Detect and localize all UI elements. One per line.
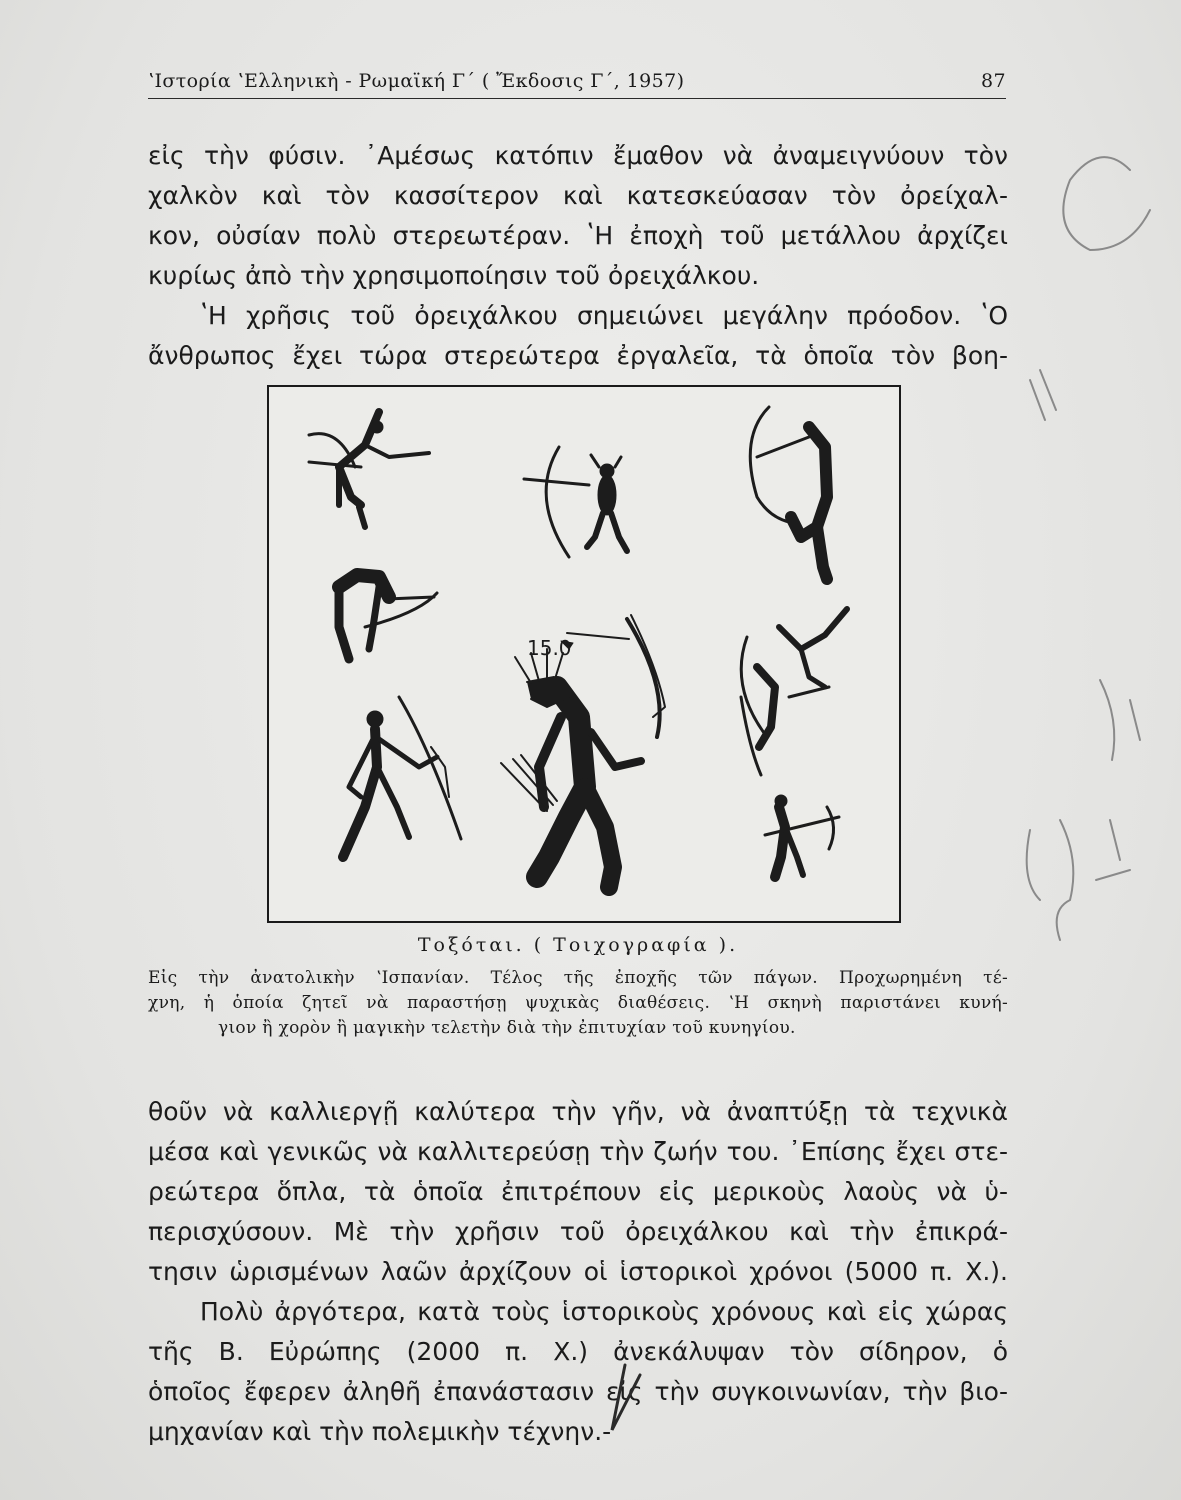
- text-line: κυρίως ἀπὸ τὴν χρησιμοποίησιν τοῦ ὀρειχάλκου.: [148, 261, 760, 290]
- text-line: ὁποῖος ἔφερεν ἀληθῆ ἐπανάστασιν εἰς τὴν συγκοινωνίαν, τὴν βιο-: [148, 1377, 1008, 1406]
- pencil-scribble-mark: [1030, 370, 1056, 420]
- pencil-scribble-mark: [1100, 680, 1140, 760]
- text-line: θοῦν νὰ καλλιεργῇ καλύτερα τὴν γῆν, νὰ ἀναπτύξῃ τὰ τεχνικὰ: [148, 1097, 1008, 1126]
- text-line: εἰς τὴν φύσιν. ᾿Αμέσως κατόπιν ἔμαθον νὰ ἀναμειγνύουν τὸν: [148, 141, 1008, 170]
- text-line: κον, οὐσίαν πολὺ στερεωτέραν. ʽΗ ἐποχὴ τοῦ μετάλλου ἀρχίζει: [148, 221, 1008, 250]
- text-line: μηχανίαν καὶ τὴν πολεμικὴν τέχνην.-: [148, 1417, 612, 1446]
- text-line: χαλκὸν καὶ τὸν κασσίτερον καὶ κατεσκεύασαν τὸν ὀρείχαλ-: [148, 181, 1008, 210]
- text-line: τησιν ὡρισμένων λαῶν ἀρχίζουν οἱ ἱστορικοὶ χρόνοι (5000 π. Χ.).: [148, 1257, 1008, 1286]
- ink-check-mark: [612, 1365, 640, 1430]
- caption-line: χνη, ἡ ὁποία ζητεῖ νὰ παραστήσῃ ψυχικὰς διαθέσεις. ʽΗ σκηνὴ παριστάνει κυνή-: [148, 993, 1008, 1013]
- text-line: περισχύσουν. Μὲ τὴν χρῆσιν τοῦ ὀρειχάλκου καὶ τὴν ἐπικρά-: [148, 1217, 1008, 1246]
- text-line: ρεώτερα ὅπλα, τὰ ὁποῖα ἐπιτρέπουν εἰς μερικοὺς λαοὺς νὰ ὑ-: [148, 1177, 1008, 1206]
- text-line: ἄνθρωπος ἔχει τώρα στερεώτερα ἐργαλεῖα, τὰ ὁποῖα τὸν βοη-: [148, 341, 1008, 370]
- header-title: ʽΙστορία ʽΕλληνικὴ - Ρωμαϊκή Γ΄ ( Ἔκδοσις Γ΄, 1957): [148, 70, 685, 92]
- text-line: τῆς Β. Εὐρώπης (2000 π. Χ.) ἀνεκάλυψαν τὸν σίδηρον, ὁ: [148, 1337, 1008, 1366]
- figure-caption-title: Τοξόται. ( Τοιχογραφία ).: [417, 934, 739, 956]
- pencil-circle-mark: [1063, 157, 1150, 250]
- text-line: μέσα καὶ γενικῶς νὰ καλλιτερεύσῃ τὴν ζωήν του. ᾿Επίσης ἔχει στε-: [148, 1137, 1008, 1166]
- text-line: Πολὺ ἀργότερα, κατὰ τοὺς ἱστορικοὺς χρόνους καὶ εἰς χώρας: [200, 1297, 1008, 1326]
- pencil-scribble-mark: [1027, 820, 1074, 940]
- pencil-scribble-mark: [1096, 820, 1130, 880]
- page-number: 87: [981, 70, 1006, 92]
- text-line: ʽΗ χρῆσις τοῦ ὀρειχάλκου σημειώνει μεγάλην πρόοδον. ʽΟ: [200, 301, 1008, 330]
- handwritten-mark: 15.0: [527, 636, 572, 660]
- caption-line: Εἰς τὴν ἀνατολικὴν ʽΙσπανίαν. Τέλος τῆς ἐποχῆς τῶν πάγων. Προχωρημένη τέ-: [148, 968, 1008, 988]
- caption-line: γιον ἢ χορὸν ἢ μαγικὴν τελετὴν διὰ τὴν ἐπιτυχίαν τοῦ κυνηγίου.: [218, 1018, 796, 1038]
